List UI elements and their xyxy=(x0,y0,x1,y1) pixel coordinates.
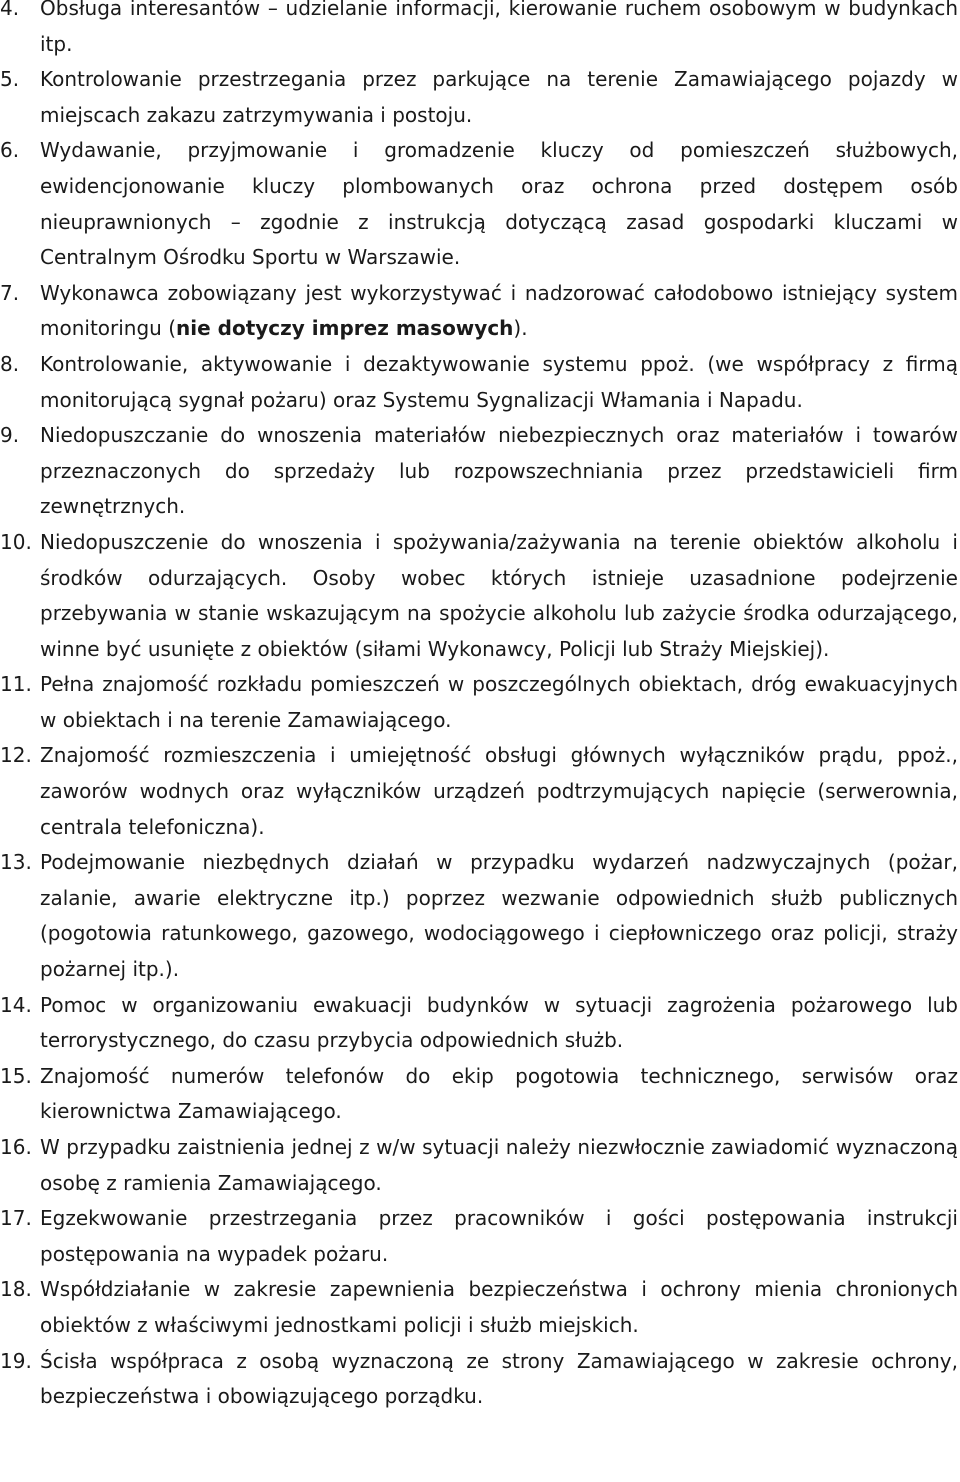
list-item xyxy=(0,347,958,418)
item-number: 4. xyxy=(0,0,20,20)
item-text: Znajomość numerów telefonów do ekip pogotowia technicznego, serwisów oraz kierownictwa Zamawiającego. xyxy=(40,1063,958,1124)
list-item xyxy=(0,1059,958,1130)
list-item xyxy=(0,738,958,845)
list-item xyxy=(0,0,958,62)
item-text: Wydawanie, przyjmowanie i gromadzenie kluczy od pomieszczeń służbowych, ewidencjonowanie kluczy plombowanych oraz ochrona przed dostępem osób nieuprawnionych – zgodnie z instrukcją dotyczącą zasad gospodarki kluczami w Centralnym Ośrodku Sportu w Warszawie. xyxy=(40,138,958,270)
list-item xyxy=(0,133,958,275)
item-number: 7. xyxy=(0,280,20,305)
item-text: Ścisła współpraca z osobą wyznaczoną ze strony Zamawiającego w zakresie ochrony, bezpieczeństwa i obowiązującego porządku. xyxy=(40,1348,958,1409)
item-number: 13. xyxy=(0,850,32,875)
item-text: Niedopuszczanie do wnoszenia materiałów niebezpiecznych oraz materiałów i towarów przeznaczonych do sprzedaży lub rozpowszechniania przez przedstawicieli firm zewnętrznych. xyxy=(40,423,958,519)
item-number: 9. xyxy=(0,423,20,448)
item-number: 12. xyxy=(0,743,32,768)
item-number: 10. xyxy=(0,529,32,554)
list-item xyxy=(0,525,958,667)
item-number: 17. xyxy=(0,1206,32,1231)
list-item xyxy=(0,1272,958,1343)
item-text: Kontrolowanie, aktywowanie i dezaktywowanie systemu ppoż. (we współpracy z firmą monitorującą sygnał pożaru) oraz Systemu Sygnalizacji Włamania i Napadu. xyxy=(40,351,958,412)
item-number: 19. xyxy=(0,1348,32,1373)
item-number: 6. xyxy=(0,138,20,163)
item-text-bold: nie dotyczy imprez masowych xyxy=(176,316,514,341)
item-text: W przypadku zaistnienia jednej z w/w sytuacji należy niezwłocznie zawiadomić wyznaczoną osobę z ramienia Zamawiającego. xyxy=(40,1135,958,1195)
list-item xyxy=(0,1344,958,1415)
list-item xyxy=(0,276,958,347)
item-text: Pełna znajomość rozkładu pomieszczeń w poszczególnych obiektach, dróg ewakuacyjnych w obiektach i na terenie Zamawiającego. xyxy=(40,672,958,732)
list-item xyxy=(0,667,958,738)
item-text-start: Wykonawca zobowiązany jest wykorzystywać i nadzorować całodobowo istniejący system monitoringu ( xyxy=(40,280,958,341)
item-text: Znajomość rozmieszczenia i umiejętność obsługi głównych wyłączników prądu, ppoż., zaworów wodnych oraz wyłączników urządzeń podtrzymujących napięcie (serwerownia, centrala telefoniczna). xyxy=(40,743,958,839)
item-number: 16. xyxy=(0,1135,32,1159)
item-text: Egzekwowanie przestrzegania przez pracowników i gości postępowania instrukcji postępowania na wypadek pożaru. xyxy=(40,1206,958,1266)
list-item xyxy=(0,1201,958,1272)
item-text-end: ). xyxy=(513,316,528,341)
item-text xyxy=(40,276,958,347)
item-number: 5. xyxy=(0,67,20,92)
list-item xyxy=(0,988,958,1059)
list-item xyxy=(0,1130,958,1201)
item-text: Kontrolowanie przestrzegania przez parkujące na terenie Zamawiającego pojazdy w miejscach zakazu zatrzymywania i postoju. xyxy=(40,67,958,127)
list-item xyxy=(0,418,958,525)
item-number: 15. xyxy=(0,1063,32,1088)
item-number: 8. xyxy=(0,351,20,376)
item-text: Podejmowanie niezbędnych działań w przypadku wydarzeń nadzwyczajnych (pożar, zalanie, awarie elektryczne itp.) poprzez wezwanie odpowiednich służb publicznych (pogotowia ratunkowego, gazowego, wodociągowego i ciepłowniczego oraz policji, straży pożarnej itp.). xyxy=(40,850,958,982)
item-text: Pomoc w organizowaniu ewakuacji budynków w sytuacji zagrożenia pożarowego lub terrorystycznego, do czasu przybycia odpowiednich służb. xyxy=(40,992,958,1053)
list-item xyxy=(0,62,958,133)
item-number: 18. xyxy=(0,1277,32,1302)
item-number: 11. xyxy=(0,672,32,697)
item-text: Współdziałanie w zakresie zapewnienia bezpieczeństwa i ochrony mienia chronionych obiektów z właściwymi jednostkami policji i służb miejskich. xyxy=(40,1277,958,1337)
list-item xyxy=(0,845,958,987)
item-text: Niedopuszczenie do wnoszenia i spożywania/zażywania na terenie obiektów alkoholu i środków odurzających. Osoby wobec których istnieje uzasadnione podejrzenie przebywania w stanie wskazującym na spożycie alkoholu lub zażycie środka odurzającego, winne być usunięte z obiektów (siłami Wykonawcy, Policji lub Straży Miejskiej). xyxy=(40,529,958,661)
item-text: Obsługa interesantów – udzielanie informacji, kierowanie ruchem osobowym w budynkach itp. xyxy=(40,0,958,56)
item-number: 14. xyxy=(0,992,32,1017)
